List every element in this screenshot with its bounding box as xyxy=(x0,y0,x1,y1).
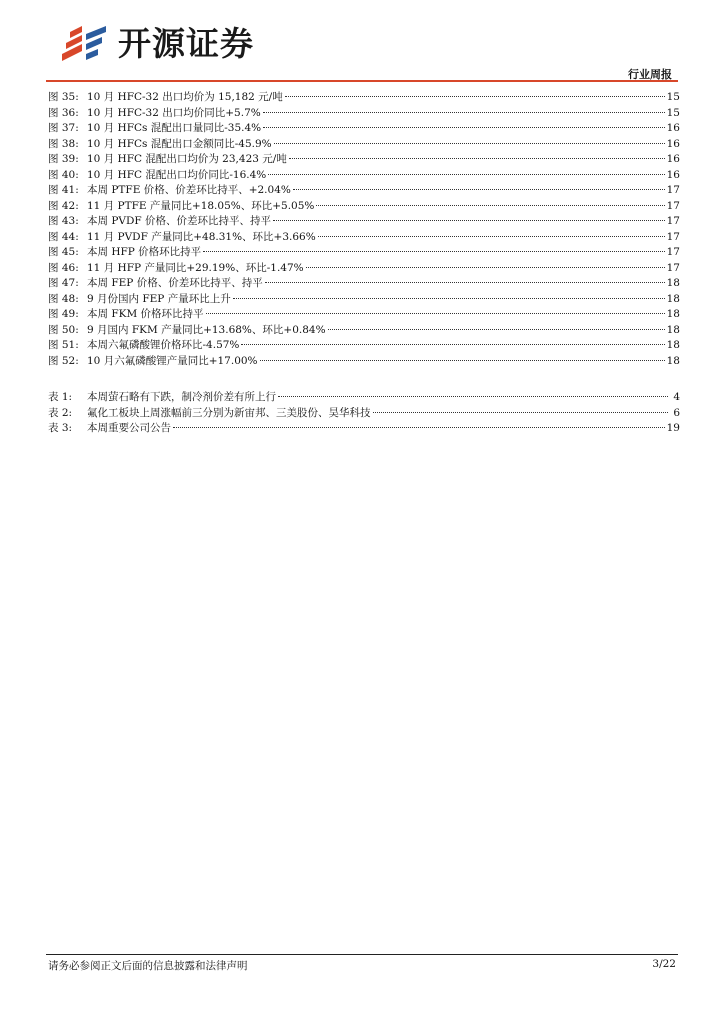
entry-page-number: 17 xyxy=(666,230,680,243)
entry-title: 本周六氟磷酸锂价格环比-4.57% xyxy=(87,339,240,351)
figure-index-entry[interactable] xyxy=(48,353,680,369)
entry-page-number: 17 xyxy=(666,261,680,274)
dot-leader xyxy=(241,344,664,345)
entry-title: 11 月 HFP 产量同比+29.19%、环比-1.47% xyxy=(87,261,304,274)
entry-page-number: 15 xyxy=(666,91,680,103)
entry-label: 图 37: xyxy=(48,122,79,134)
entry-title: 11 月 PVDF 产量同比+48.31%、环比+3.66% xyxy=(87,230,316,243)
figure-index-entry[interactable] xyxy=(48,244,680,260)
figure-index-entry[interactable] xyxy=(48,322,680,338)
entry-title: 11 月 PTFE 产量同比+18.05%、环比+5.05% xyxy=(87,199,315,212)
figure-index-entry[interactable] xyxy=(48,151,680,167)
dot-leader xyxy=(328,329,665,330)
dot-leader xyxy=(263,112,665,113)
entry-title: 10 月 HFC 混配出口均价为 23,423 元/吨 xyxy=(87,153,287,165)
entry-title: 本周 PVDF 价格、价差环比持平、持平 xyxy=(87,215,272,227)
entry-title: 氟化工板块上周涨幅前三分别为新宙邦、三美股份、昊华科技 xyxy=(87,406,371,419)
dot-leader xyxy=(274,143,665,144)
entry-label: 图 44: xyxy=(48,230,79,243)
entry-label: 图 38: xyxy=(48,137,79,150)
entry-title: 本周 HFP 价格环比持平 xyxy=(87,246,202,258)
page-header xyxy=(0,0,724,82)
dot-leader xyxy=(206,313,665,314)
figure-index-entry[interactable] xyxy=(48,89,680,105)
entry-label: 图 35: xyxy=(48,91,79,103)
dot-leader xyxy=(306,267,665,268)
entry-page-number: 16 xyxy=(666,168,680,181)
page-number: 3/22 xyxy=(652,958,676,970)
entry-page-number: 16 xyxy=(666,122,680,134)
entry-page-number: 18 xyxy=(666,323,680,336)
entry-page-number: 18 xyxy=(666,339,680,351)
entry-page-number: 17 xyxy=(666,199,680,212)
entry-title: 10 月 HFC 混配出口均价同比-16.4% xyxy=(87,168,267,181)
entry-label: 表 3: xyxy=(48,422,73,434)
entry-title: 本周重要公司公告 xyxy=(87,422,171,434)
entry-label: 图 40: xyxy=(48,168,79,181)
entry-title: 本周 PTFE 价格、价差环比持平、+2.04% xyxy=(87,184,291,196)
figure-index-entry[interactable] xyxy=(48,105,680,121)
entry-title: 10 月 HFC-32 出口均价同比+5.7% xyxy=(87,106,261,119)
entry-label: 图 46: xyxy=(48,261,79,274)
entry-label: 图 41: xyxy=(48,184,79,196)
entry-title: 本周 FKM 价格环比持平 xyxy=(87,308,204,320)
entry-page-number: 17 xyxy=(666,184,680,196)
entry-label: 图 50: xyxy=(48,323,79,336)
dot-leader xyxy=(233,298,665,299)
figure-index xyxy=(48,89,680,368)
dot-leader xyxy=(203,251,664,252)
figure-index-entry[interactable] xyxy=(48,229,680,245)
dot-leader xyxy=(265,282,665,283)
entry-label: 图 52: xyxy=(48,354,79,367)
table-index-entry[interactable] xyxy=(48,420,680,436)
entry-label: 图 45: xyxy=(48,246,79,258)
figure-index-entry[interactable] xyxy=(48,198,680,214)
entry-title: 10 月六氟磷酸锂产量同比+17.00% xyxy=(87,354,258,367)
disclaimer-note: 请务必参阅正文后面的信息披露和法律声明 xyxy=(48,960,248,972)
figure-index-entry[interactable] xyxy=(48,275,680,291)
dot-leader xyxy=(173,427,665,428)
figure-index-entry[interactable] xyxy=(48,167,680,183)
figure-index-entry[interactable] xyxy=(48,260,680,276)
entry-title: 9 月份国内 FEP 产量环比上升 xyxy=(87,292,231,305)
dot-leader xyxy=(273,220,665,221)
entry-page-number: 19 xyxy=(666,422,680,434)
entry-title: 本周萤石略有下跌，制冷剂价差有所上行 xyxy=(87,391,276,403)
entry-label: 图 49: xyxy=(48,308,79,320)
dot-leader xyxy=(278,396,668,397)
entry-page-number: 6 xyxy=(673,406,680,419)
dot-leader xyxy=(289,158,665,159)
entry-page-number: 18 xyxy=(666,354,680,367)
figure-index-entry[interactable] xyxy=(48,291,680,307)
entry-page-number: 17 xyxy=(666,215,680,227)
entry-label: 图 39: xyxy=(48,153,79,165)
dot-leader xyxy=(285,96,665,97)
entry-title: 本周 FEP 价格、价差环比持平、持平 xyxy=(87,277,263,289)
figure-index-entry[interactable] xyxy=(48,213,680,229)
entry-page-number: 4 xyxy=(673,391,680,403)
entry-title: 10 月 HFCs 混配出口金额同比-45.9% xyxy=(87,137,272,150)
entry-label: 图 42: xyxy=(48,199,79,212)
entry-label: 图 48: xyxy=(48,292,79,305)
entry-page-number: 18 xyxy=(666,292,680,305)
report-type-label: 行业周报 xyxy=(628,68,672,81)
dot-leader xyxy=(263,127,664,128)
kaiyuan-securities-logo-icon xyxy=(60,24,110,64)
figure-index-entry[interactable] xyxy=(48,182,680,198)
entry-page-number: 15 xyxy=(666,106,680,119)
footer-divider xyxy=(46,954,678,955)
entry-label: 图 36: xyxy=(48,106,79,119)
dot-leader xyxy=(316,205,664,206)
entry-label: 图 43: xyxy=(48,215,79,227)
brand-name: 开源证券 xyxy=(118,24,254,63)
entry-page-number: 16 xyxy=(666,153,680,165)
entry-label: 表 1: xyxy=(48,391,73,403)
table-index xyxy=(48,389,680,436)
dot-leader xyxy=(268,174,664,175)
entry-page-number: 18 xyxy=(666,308,680,320)
entry-title: 10 月 HFC-32 出口均价为 15,182 元/吨 xyxy=(87,91,283,103)
entry-title: 10 月 HFCs 混配出口量同比-35.4% xyxy=(87,122,262,134)
dot-leader xyxy=(318,236,665,237)
table-index-entry[interactable] xyxy=(48,389,680,405)
entry-page-number: 18 xyxy=(666,277,680,289)
dot-leader xyxy=(293,189,665,190)
entry-label: 图 47: xyxy=(48,277,79,289)
entry-page-number: 16 xyxy=(666,137,680,150)
entry-page-number: 17 xyxy=(666,246,680,258)
dot-leader xyxy=(260,360,665,361)
entry-label: 图 51: xyxy=(48,339,79,351)
entry-label: 表 2: xyxy=(48,406,73,419)
figure-index-entry[interactable] xyxy=(48,306,680,322)
table-index-entry[interactable] xyxy=(48,405,680,421)
figure-index-entry[interactable] xyxy=(48,120,680,136)
figure-index-entry[interactable] xyxy=(48,136,680,152)
figure-index-entry[interactable] xyxy=(48,337,680,353)
dot-leader xyxy=(373,412,669,413)
entry-title: 9 月国内 FKM 产量同比+13.68%、环比+0.84% xyxy=(87,323,326,336)
header-divider xyxy=(46,80,678,82)
